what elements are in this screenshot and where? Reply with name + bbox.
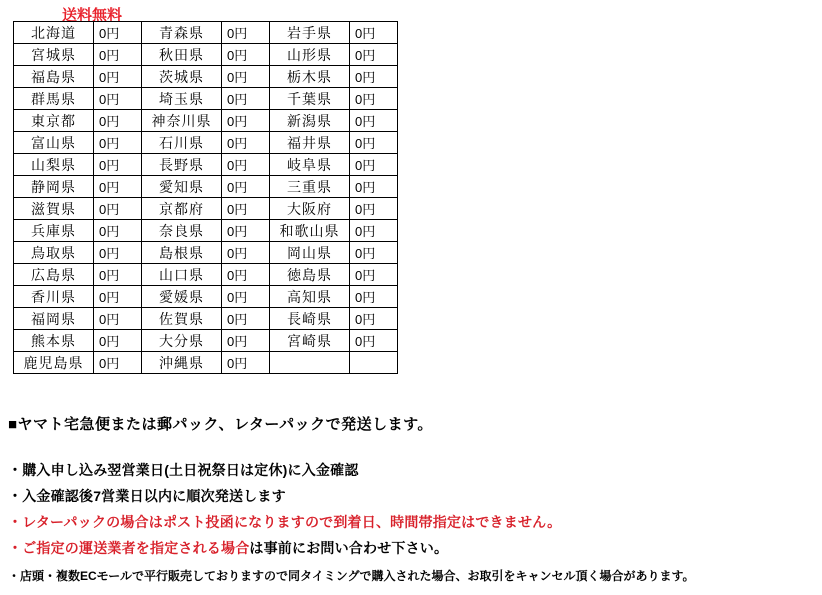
prefecture-cell: 福島県 <box>14 66 94 88</box>
note-line-1: ・購入申し込み翌営業日(土日祝祭日は定休)に入金確認 <box>8 462 359 478</box>
fee-cell: 0円 <box>94 88 142 110</box>
fee-cell: 0円 <box>222 176 270 198</box>
fee-cell: 0円 <box>222 88 270 110</box>
prefecture-cell: 群馬県 <box>14 88 94 110</box>
fee-cell: 0円 <box>350 22 398 44</box>
prefecture-cell: 秋田県 <box>142 44 222 66</box>
note-line-2: ・入金確認後7営業日以内に順次発送します <box>8 488 286 504</box>
prefecture-cell: 東京都 <box>14 110 94 132</box>
fee-cell: 0円 <box>222 330 270 352</box>
fee-cell: 0円 <box>94 110 142 132</box>
prefecture-cell: 奈良県 <box>142 220 222 242</box>
prefecture-cell: 鹿児島県 <box>14 352 94 374</box>
prefecture-cell: 福岡県 <box>14 308 94 330</box>
prefecture-cell: 滋賀県 <box>14 198 94 220</box>
fee-cell: 0円 <box>94 22 142 44</box>
table-row <box>14 198 398 220</box>
fee-cell: 0円 <box>222 132 270 154</box>
fee-cell: 0円 <box>222 242 270 264</box>
prefecture-cell: 宮城県 <box>14 44 94 66</box>
notes-heading: ■ヤマト宅急便または郵パック、レターパックで発送します。 <box>8 416 433 433</box>
fee-cell: 0円 <box>94 286 142 308</box>
table-row <box>14 154 398 176</box>
shipping-fee-table <box>13 21 398 374</box>
fee-cell: 0円 <box>94 330 142 352</box>
fee-cell: 0円 <box>350 220 398 242</box>
prefecture-cell: 愛媛県 <box>142 286 222 308</box>
prefecture-cell: 山形県 <box>270 44 350 66</box>
fee-cell: 0円 <box>222 264 270 286</box>
fee-cell: 0円 <box>222 154 270 176</box>
fee-cell: 0円 <box>350 308 398 330</box>
fee-cell: 0円 <box>350 176 398 198</box>
table-row <box>14 220 398 242</box>
fee-cell: 0円 <box>350 154 398 176</box>
prefecture-cell: 大阪府 <box>270 198 350 220</box>
table-row <box>14 66 398 88</box>
prefecture-cell: 山口県 <box>142 264 222 286</box>
fee-cell: 0円 <box>350 242 398 264</box>
fee-cell: 0円 <box>350 132 398 154</box>
prefecture-cell: 栃木県 <box>270 66 350 88</box>
fee-cell: 0円 <box>94 154 142 176</box>
prefecture-cell: 和歌山県 <box>270 220 350 242</box>
fee-cell: 0円 <box>222 286 270 308</box>
prefecture-cell: 石川県 <box>142 132 222 154</box>
prefecture-cell: 大分県 <box>142 330 222 352</box>
table-row <box>14 176 398 198</box>
prefecture-cell: 沖縄県 <box>142 352 222 374</box>
prefecture-cell: 岩手県 <box>270 22 350 44</box>
prefecture-cell: 長崎県 <box>270 308 350 330</box>
fee-cell: 0円 <box>94 176 142 198</box>
prefecture-cell: 三重県 <box>270 176 350 198</box>
fee-cell: 0円 <box>94 132 142 154</box>
prefecture-cell: 佐賀県 <box>142 308 222 330</box>
fee-cell: 0円 <box>94 308 142 330</box>
fee-cell: 0円 <box>94 198 142 220</box>
prefecture-cell: 広島県 <box>14 264 94 286</box>
table-row <box>14 132 398 154</box>
fee-cell: 0円 <box>222 308 270 330</box>
prefecture-cell: 岡山県 <box>270 242 350 264</box>
prefecture-cell: 京都府 <box>142 198 222 220</box>
prefecture-cell: 高知県 <box>270 286 350 308</box>
prefecture-cell: 鳥取県 <box>14 242 94 264</box>
table-row <box>14 22 398 44</box>
shipping-notes <box>8 413 808 590</box>
fee-cell: 0円 <box>94 44 142 66</box>
table-row <box>14 308 398 330</box>
fee-cell: 0円 <box>222 110 270 132</box>
note-line-4 <box>8 538 808 558</box>
prefecture-cell: 青森県 <box>142 22 222 44</box>
prefecture-cell: 宮崎県 <box>270 330 350 352</box>
prefecture-cell: 兵庫県 <box>14 220 94 242</box>
fee-cell: 0円 <box>350 110 398 132</box>
prefecture-cell: 富山県 <box>14 132 94 154</box>
prefecture-cell: 山梨県 <box>14 154 94 176</box>
prefecture-cell: 静岡県 <box>14 176 94 198</box>
note-line-4-black: は事前にお問い合わせ下さい。 <box>249 540 449 556</box>
fee-cell: 0円 <box>222 352 270 374</box>
prefecture-cell: 島根県 <box>142 242 222 264</box>
fee-cell: 0円 <box>350 88 398 110</box>
fee-cell: 0円 <box>222 198 270 220</box>
fee-cell: 0円 <box>350 330 398 352</box>
prefecture-cell: 神奈川県 <box>142 110 222 132</box>
fee-cell: 0円 <box>94 242 142 264</box>
fee-cell: 0円 <box>350 66 398 88</box>
prefecture-cell: 北海道 <box>14 22 94 44</box>
fee-cell-empty <box>350 352 398 374</box>
table-row <box>14 286 398 308</box>
fee-cell: 0円 <box>94 66 142 88</box>
prefecture-cell: 新潟県 <box>270 110 350 132</box>
fee-cell: 0円 <box>222 66 270 88</box>
prefecture-cell: 徳島県 <box>270 264 350 286</box>
fee-cell: 0円 <box>94 220 142 242</box>
note-line-4-red: ・ご指定の運送業者を指定される場合 <box>8 540 250 556</box>
table-row <box>14 110 398 132</box>
fee-cell: 0円 <box>350 198 398 220</box>
prefecture-cell: 愛知県 <box>142 176 222 198</box>
table-row <box>14 242 398 264</box>
prefecture-cell: 福井県 <box>270 132 350 154</box>
shipping-fee-table-body <box>14 22 398 374</box>
note-line-5: ・店頭・複数ECモールで平行販売しておりますので同タイミングで購入された場合、お取引をキャンセル頂く場合があります。 <box>8 569 695 583</box>
prefecture-cell: 香川県 <box>14 286 94 308</box>
page-title: 送料無料 <box>62 7 123 24</box>
prefecture-cell-empty <box>270 352 350 374</box>
table-row <box>14 330 398 352</box>
table-row <box>14 352 398 374</box>
prefecture-cell: 岐阜県 <box>270 154 350 176</box>
fee-cell: 0円 <box>350 286 398 308</box>
fee-cell: 0円 <box>222 44 270 66</box>
table-row <box>14 264 398 286</box>
prefecture-cell: 埼玉県 <box>142 88 222 110</box>
fee-cell: 0円 <box>350 264 398 286</box>
fee-cell: 0円 <box>94 352 142 374</box>
table-row <box>14 88 398 110</box>
fee-cell: 0円 <box>94 264 142 286</box>
prefecture-cell: 長野県 <box>142 154 222 176</box>
fee-cell: 0円 <box>222 220 270 242</box>
prefecture-cell: 千葉県 <box>270 88 350 110</box>
fee-cell: 0円 <box>350 44 398 66</box>
table-row <box>14 44 398 66</box>
note-line-3: ・レターパックの場合はポスト投函になりますので到着日、時間帯指定はできません。 <box>8 514 562 530</box>
prefecture-cell: 熊本県 <box>14 330 94 352</box>
prefecture-cell: 茨城県 <box>142 66 222 88</box>
fee-cell: 0円 <box>222 22 270 44</box>
